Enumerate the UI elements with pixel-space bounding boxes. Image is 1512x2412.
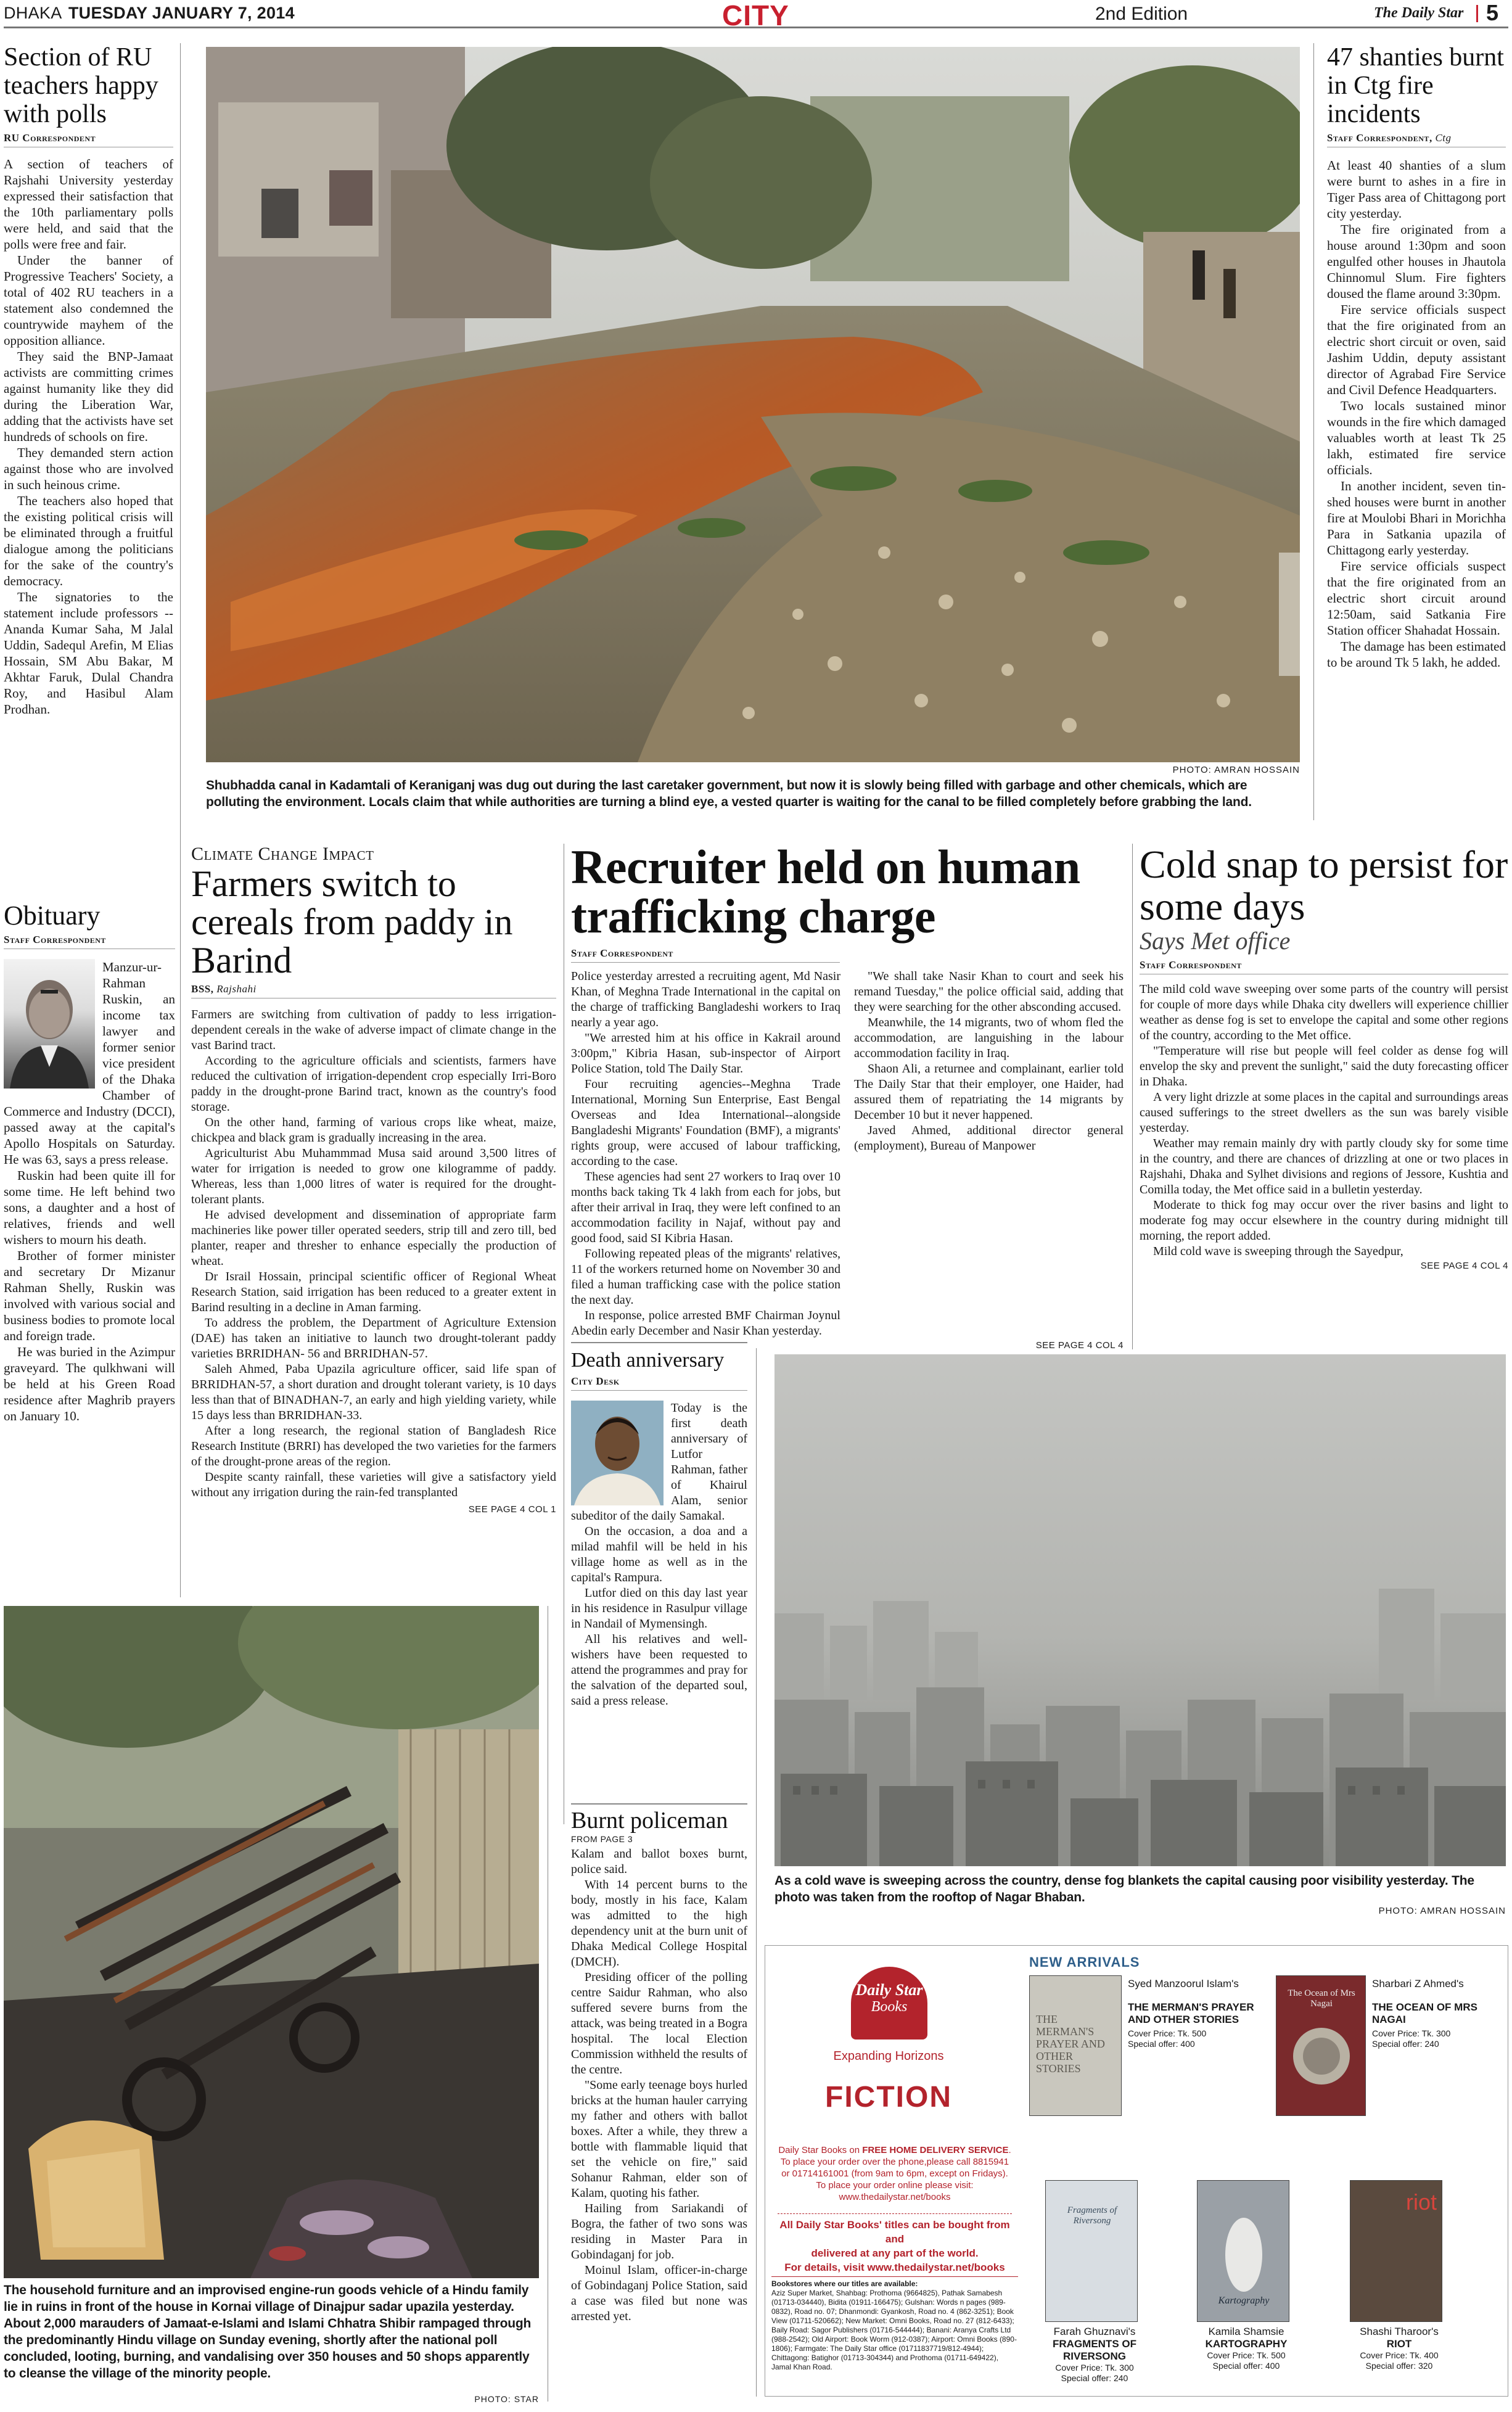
paragraph: On the other hand, farming of various crops like wheat, maize, chickpea and black gram is gradually increasing in the area. (191, 1116, 556, 1145)
farmers-body (191, 1007, 556, 1500)
portrait-illustration (4, 959, 95, 1089)
obituary (4, 900, 175, 1424)
fog-photo-caption: As a cold wave is sweeping across the country, dense fog blankets the capital causing poor visibility yesterday. The photo was taken from the rooftop of Nagar Bhaban. (774, 1874, 1474, 1904)
ruins-photo-credit: PHOTO: STAR (474, 2394, 539, 2404)
paragraph: Javed Ahmed, additional director general (employment), Bureau of Manpower (854, 1124, 1124, 1153)
cold-byline: Staff Correspondent (1140, 959, 1508, 974)
fire-byline-name: Staff Correspondent (1327, 132, 1429, 144)
farmers-story (191, 844, 556, 1515)
paragraph: They demanded stern action against those who are involved in such heinous crime. (4, 445, 173, 492)
ad-tagline: Expanding Horizons (833, 2049, 944, 2063)
new-arrivals-panel (1027, 1949, 1505, 2393)
ru-body (4, 156, 173, 717)
ruins-photo (4, 1606, 539, 2278)
farmers-headline: Farmers switch to cereals from paddy in Barind (191, 863, 513, 981)
paragraph: According to the agriculture officials and scientists, farmers have reduced the cultivation of irrigation-dependent crop especially Irri-Boro paddy in the drought-prone Barind tract, known as the country's food storage. (191, 1054, 556, 1114)
obituary-body (4, 959, 175, 1424)
book-cover[interactable] (1276, 1975, 1366, 2116)
book-info (1372, 1978, 1502, 2049)
ad-delivery-text[interactable]: . To place your order over the phone,please call 8815941 or 01714161001 (from 9am to 6pm, except on Fridays). To place your order online please visit: www.thedailystar.net/books (780, 2145, 1011, 2202)
book-price: Cover Price: Tk. 400 (1360, 2350, 1439, 2360)
paragraph: Saleh Ahmed, Paba Upazila agriculture officer, said life span of BRRIDHAN-57, a short duration and drought tolerant variety, is 10 days less than that of BINADHAN-7, an early and high yielding variety, while 15 days less than BRRIDHAN-33. (191, 1362, 556, 1422)
paragraph: Hailing from Sariakandi of Bogra, the father of two sons was residing in Master Para in Gobindaganj for job. (571, 2202, 747, 2262)
ad-brand-line2: Books (871, 1999, 908, 2015)
ad-delivery-prefix: Daily Star Books on (778, 2145, 863, 2155)
paragraph: Kalam and ballot boxes burnt, police said. (571, 1847, 747, 1876)
paragraph: Presiding officer of the polling centre Saidur Rahman, who also suffered severe burns from the attack, was being treated in a Bogra hospital. The local Election Commission withheld the results of the centre. (571, 1970, 747, 2077)
canal-photo-caption: Shubhadda canal in Kadamtali of Keraniganj was dug out during the last caretaker government, but now it is slowly being filled with garbage and other chemicals, which are polluting the environment. Locals claim that while authorities are turning a blind eye, a vested quarter is waiting for the canal to be filled completely before grabbing the land. (206, 778, 1252, 809)
dateline-place: DHAKA (4, 4, 62, 22)
burnt-policeman-headline: Burnt policeman (571, 1808, 728, 1834)
paragraph: "Temperature will rise but people will feel colder as dense fog will envelop the sky and prevent the sunlight," said the duty forecasting officer in Dhaka. (1140, 1044, 1508, 1089)
farmers-byline-name: BSS (191, 983, 211, 995)
book-offer: Special offer: 240 (1061, 2373, 1128, 2383)
book-price: Cover Price: Tk. 300 (1055, 2363, 1134, 2373)
ad-outlets-title: Bookstores where our titles are available: (771, 2279, 918, 2288)
paragraph: Police yesterday arrested a recruiting agent, Md Nasir Khan, of Meghna Trade International in the capital on the charge of trafficking Bangladeshi workers to Iraq nearly a year ago. (571, 969, 840, 1029)
paragraph: Dr Israil Hossain, principal scientific officer of Regional Wheat Research Station, said irrigation has been reduced to a greater extent in Barind resulting in a decline in Aman farming. (191, 1270, 556, 1314)
column-rule (1313, 43, 1314, 820)
ad-genre: FICTION (825, 2081, 952, 2114)
paragraph: "We shall take Nasir Khan to court and seek his remand Tuesday," the police official said, adding that they were searching for the other absconding accused. (854, 969, 1124, 1014)
burnt-policeman (571, 1807, 747, 2324)
paragraph: On the occasion, a doa and a milad mahfil will be held in his village home as well as in the capital's Rampura. (571, 1525, 747, 1584)
paragraph: With 14 percent burns to the body, mostly in his face, Kalam was admitted to the high dependency unit at the burn unit of Dhaka Medical College Hospital (DMCH). (571, 1878, 747, 1969)
obituary-headline: Obituary (4, 900, 101, 931)
paragraph: Two locals sustained minor wounds in the fire which damaged valuables worth at least Tk 25 lakh, estimated fire service officials. (1327, 398, 1506, 477)
farmers-byline: BSS, Rajshahi (191, 983, 556, 998)
book-cover-title: Kartography (1218, 2295, 1270, 2306)
ru-headline: Section of RU teachers happy with polls (4, 43, 158, 128)
book-cover-title: THE MERMAN'S PRAYER AND OTHER STORIES (1036, 2013, 1105, 2075)
death-anniversary-byline: City Desk (571, 1375, 747, 1391)
recruiter-body (571, 969, 1124, 1339)
book-offer: Special offer: 320 (1365, 2361, 1433, 2371)
paragraph: The signatories to the statement include professors -- Ananda Kumar Saha, M Jalal Uddin, Sadequl Arefin, M Elias Hossain, SM Abu Bakar, M Akhtar Faruk, Dulal Chandra Roy, and Hasibul Alam Prodhan. (4, 590, 173, 717)
book-cover[interactable] (1045, 2180, 1138, 2322)
book-cover-title: Fragments of Riversong (1067, 2205, 1117, 2226)
cold-jump[interactable]: SEE PAGE 4 COL 4 (1420, 1261, 1508, 1271)
page-number: 5 (1486, 0, 1499, 25)
death-anniversary (571, 1348, 747, 1709)
recruiter-headline: Recruiter held on human trafficking charge (571, 840, 1080, 943)
book-title[interactable]: RIOT (1386, 2338, 1412, 2350)
ruins-photo-illustration (4, 1606, 539, 2278)
paragraph: Agriculturist Abu Muhammmad Musa said around 3,500 litres of water for irrigation is needed to grow one kilogramme of paddy. Whereas, less than 1,000 litres of water is required for the drought-tolerant plants. (191, 1146, 556, 1206)
new-arrivals-label: NEW ARRIVALS (1029, 1954, 1140, 1970)
book-cover[interactable] (1350, 2180, 1442, 2322)
book-title[interactable]: FRAGMENTS OF RIVERSONG (1053, 2338, 1136, 2362)
column-rule (756, 1348, 757, 2397)
book-title[interactable]: THE OCEAN OF MRS NAGAI (1372, 2001, 1477, 2025)
page-header (4, 0, 1508, 31)
fire-headline: 47 shanties burnt in Ctg fire incidents (1327, 43, 1504, 128)
paragraph: Weather may remain mainly dry with partly cloudy sky for some time in the country, and there are chances of drizzling at one or two places in Rajshahi, Dhaka and Sylhet divisions and regions of Jessore, Kushtia and Comilla today, the Met office said in a bulletin yesterday. (1140, 1137, 1508, 1196)
section-rule (571, 1342, 747, 1343)
book-price: Cover Price: Tk. 500 (1207, 2350, 1286, 2360)
canal-photo (206, 47, 1300, 762)
ru-byline: RU Correspondent (4, 132, 173, 147)
paragraph: "We arrested him at his office in Kakrail around 3:00pm," Kibria Hasan, sub-inspector of Airport Police Station, told The Daily Star. (571, 1031, 840, 1076)
ad-delivery (778, 2144, 1012, 2203)
cold-story (1140, 844, 1508, 1271)
obituary-byline: Staff Correspondent (4, 934, 175, 949)
paragraph: Four recruiting agencies--Meghna Trade International, Morning Sun Enterprise, East Bengal Overseas and Idea International--alongside Bangladeshi Migrants' Foundation (BMF), a migrants' rights group, were accused of labour trafficking, according to the case. (571, 1077, 840, 1168)
burnt-policeman-body (571, 1846, 747, 2324)
paragraph: After a long research, the regional station of Bangladesh Rice Research Institute (BRRI) has developed the two varieties for the farmers of the drought-prone areas of the region. (191, 1424, 556, 1468)
book-price: Cover Price: Tk. 500 (1128, 2028, 1207, 2038)
canal-photo-credit: PHOTO: AMRAN HOSSAIN (1172, 765, 1300, 775)
paragraph: The damage has been estimated to be around Tk 5 lakh, he added. (1327, 639, 1506, 670)
paragraph: To address the problem, the Department of Agriculture Extension (DAE) has taken an initiative to launch two drought-tolerant paddy varieties BRRIDHAN- 56 and BRRIDHAN-57. (191, 1316, 556, 1360)
paragraph: Mild cold wave is sweeping through the Sayedpur, (1153, 1245, 1403, 1258)
farmers-kicker: Climate Change Impact (191, 844, 374, 864)
farmers-jump[interactable]: SEE PAGE 4 COL 1 (468, 1504, 556, 1515)
recruiter-byline: Staff Correspondent (571, 947, 840, 963)
paragraph: He advised development and dissemination of appropriate farm machineries like power tiller operated seeders, strip till and zero till, bed planter, reaper and thresher to enhance especially the production of wheat. (191, 1208, 556, 1268)
book-title[interactable]: KARTOGRAPHY (1205, 2338, 1288, 2350)
ad-availability-link[interactable]: For details, visit www.thedailystar.net/books (784, 2262, 1005, 2273)
fog-photo (774, 1354, 1506, 1866)
column-rule (1132, 844, 1133, 1349)
paragraph: At least 40 shanties of a slum were burnt to ashes in a fire in Tiger Pass area of Chittagong port city yesterday. (1327, 158, 1506, 221)
death-anniversary-body (571, 1401, 747, 1709)
book-cover-title: riot (1405, 2189, 1437, 2215)
canal-photo-illustration (206, 47, 1300, 762)
paragraph: Ruskin had been quite ill for some time. He left behind two sons, a daughter and a host of relatives, friends and well wishers to mourn his death. (4, 1168, 175, 1247)
ad-availability-line: delivered at any part of the world. (811, 2247, 979, 2259)
death-anniversary-lead: Today is the first death anniversary of Lutfor Rahman, father of Khairul Alam, senior subeditor of the daily Samakal. (571, 1401, 747, 1523)
column-rule (180, 43, 181, 1597)
edition-label: 2nd Edition (1095, 4, 1188, 24)
book-info (1033, 2326, 1156, 2384)
book-cover[interactable] (1029, 1975, 1122, 2116)
paragraph: In another incident, seven tin-shed houses were burnt in another fire at Moulobi Bhari in Morichha Para in Satkania upazila of Chittagong early yesterday. (1327, 479, 1506, 558)
paragraph: He was buried in the Azimpur graveyard. The qulkhwani will be held at his Green Road residence after Maghrib prayers on January 10. (4, 1344, 175, 1423)
book-author: Syed Manzoorul Islam's (1128, 1978, 1239, 1990)
masthead-logo: The Daily Star (1374, 5, 1464, 21)
paragraph: These agencies had sent 27 workers to Iraq over 10 months back taking Tk 4 lakh from each for jobs, but after their arrival in Iraq, they were left confined to an accommodation facility in Najaf, without pay and good food, said SI Kibria Hasan. (571, 1170, 840, 1245)
obituary-portrait (4, 959, 95, 1089)
book-author: Farah Ghuznavi's (1053, 2326, 1136, 2337)
recruiter-jump[interactable]: SEE PAGE 4 COL 4 (1035, 1340, 1124, 1351)
dateline (4, 4, 295, 23)
paragraph: Meanwhile, the 14 migrants, two of whom fled the accommodation, are languishing in the labour accommodation facility in Iraq. (854, 1016, 1124, 1060)
book-author: Kamila Shamsie (1208, 2326, 1284, 2337)
cold-subhead: Says Met office (1140, 927, 1291, 955)
book-cover[interactable] (1197, 2180, 1289, 2322)
paragraph: A very light drizzle at some places in the capital and surroundings areas caused sufferings to the street dwellers as the sun was barely visible yesterday. (1140, 1090, 1508, 1135)
paragraph: Brother of former minister and secretary Dr Mizanur Rahman Shelly, Ruskin was involved with various social and business bodies to promote local and foreign trade. (4, 1248, 175, 1343)
paragraph: In response, police arrested BMF Chairman Joynul Abedin early December and Nasir Khan yesterday. (571, 1309, 840, 1338)
fog-photo-credit: PHOTO: AMRAN HOSSAIN (1378, 1906, 1506, 1916)
ruins-photo-caption: The household furniture and an improvised engine-run goods vehicle of a Hindu family lie in ruins in front of the house in Kornai village of Dinajpur sadar upazila yesterday. About 2,000 marauders of Jamaat-e-Islami and Islami Chhatra Shibir rampaged through the predominantly Hindu village on Sunday evening, shortly after the national poll concluded, looting, burning, and vandalising over 350 houses and 50 shops apparently to cleanse the village of the minority people. (4, 2283, 532, 2381)
fire-body (1327, 157, 1506, 670)
book-offer: Special offer: 400 (1212, 2361, 1280, 2371)
paragraph: Shaon Ali, a returnee and complainant, earlier told The Daily Star that their employer, one Haider, had assured them of repatriating the 14 migrants by December 10 but it never happened. (854, 1062, 1124, 1122)
book-cover-bg (1046, 2181, 1137, 2321)
book-info (1128, 1978, 1270, 2049)
ad-outlets (771, 2276, 1018, 2372)
ru-story (4, 43, 173, 717)
page-divider (1476, 5, 1478, 22)
paragraph: Farmers are switching from cultivation of paddy to less irrigation-dependent cereals in the wake of adverse impact of climate change in the vast Barind tract. (191, 1008, 556, 1052)
ad-availability (778, 2213, 1012, 2274)
burnt-policeman-from: FROM PAGE 3 (571, 1834, 633, 1844)
fire-story (1327, 43, 1506, 670)
paragraph: Under the banner of Progressive Teachers' Society, a total of 402 RU teachers in a statement also condemned the countrywide mayhem of the opposition alliance. (4, 253, 173, 348)
section-label: CITY (722, 0, 789, 31)
paragraph: Fire service officials suspect that the fire originated from an electric short circuit or oven, said Jashim Uddin, deputy assistant director of Agrabad Fire Service and Civil Defence Headquarters. (1327, 302, 1506, 397)
paragraph: Moderate to thick fog may occur over the river basins and light to moderate fog may occur elsewhere in the country during midnight till morning, the report added. (1140, 1198, 1508, 1243)
farmers-byline-place: Rajshahi (216, 983, 257, 995)
fog-photo-illustration (774, 1354, 1506, 1866)
ad-delivery-highlight: FREE HOME DELIVERY SERVICE (862, 2145, 1009, 2155)
book-info (1337, 2326, 1461, 2371)
paragraph: Fire service officials suspect that the fire originated from an electric short circuit around 12:50am, said Satkania Fire Station officer Shahadat Hossain. (1327, 559, 1506, 638)
paragraph: The teachers also hoped that the existing political crisis will be eliminated through a fruitful dialogue among the politicians for the sake of the country's democracy. (4, 493, 173, 588)
fire-byline-place: Ctg (1435, 132, 1452, 144)
book-author: Shashi Tharoor's (1360, 2326, 1439, 2337)
paragraph: "Some early teenage boys hurled bricks at the human hauler carrying my father and others with ballot boxes. After a while, they threw a bottle with flammable liquid that set the vehicle on fire," said Sohanur Rahman, elder son of Kalam, quoting his father. (571, 2078, 747, 2200)
books-ad (765, 1945, 1508, 2397)
paragraph: A section of teachers of Rajshahi University yesterday expressed their satisfaction that the 10th parliamentary polls were held, and said that the polls were free and fair. (4, 157, 173, 252)
death-anniversary-headline: Death anniversary (571, 1349, 725, 1372)
obituary-lead: Manzur-ur-Rahman Ruskin, an income tax lawyer and former senior vice president of the Dhaka Chamber of Commerce and Industry (DCCI), passed away at the capital's Apollo Hospitals on Saturday. He was 63, says a press release. (4, 960, 175, 1167)
recruiter-story (571, 842, 1124, 1351)
book-offer: Special offer: 400 (1128, 2039, 1195, 2049)
paragraph: Moinul Islam, officer-in-charge of Gobindaganj Police Station, said a case was filed but none was arrested yet. (571, 2263, 747, 2323)
book-offer: Special offer: 240 (1372, 2039, 1439, 2049)
section-rule (571, 1803, 747, 1805)
book-cover-title: The Ocean of Mrs Nagai (1288, 1988, 1355, 2009)
paragraph: Despite scanty rainfall, these varieties will give a satisfactory yield without any irrigation during the rain-fed transplanted (191, 1470, 556, 1499)
cold-headline: Cold snap to persist for some days (1140, 842, 1508, 928)
paragraph: Lutfor died on this day last year in his residence in Rasulpur village in Nandail of Mymensingh. (571, 1586, 747, 1631)
ad-brand-line1: Daily Star (855, 1981, 923, 1999)
paragraph: The mild cold wave sweeping over some parts of the country will persist for couple of more days while Dhaka city dwellers will experience chillier weather as dense fog is set to envelope the capital and some other regions of the country, according to the Met office. (1140, 982, 1508, 1042)
fire-byline: Staff Correspondent, Ctg (1327, 132, 1506, 147)
paragraph: Following repeated pleas of the migrants' relatives, 11 of the workers returned home on November 30 and filed a human trafficking case with the police station the next day. (571, 1247, 840, 1307)
paragraph: The fire originated from a house around 1:30pm and soon engulfed other houses in Jhautola Chinnomul Slum. Fire fighters doused the flame around 3:30pm. (1327, 222, 1506, 301)
book-title[interactable]: THE MERMAN'S PRAYER AND OTHER STORIES (1128, 2001, 1254, 2025)
paragraph: They said the BNP-Jamaat activists are committing crimes against humanity like they did during the Liberation War, adding that the activists have set hundreds of schools on fire. (4, 349, 173, 444)
anniversary-portrait (571, 1401, 664, 1505)
paragraph: All his relatives and well-wishers have been requested to attend the programmes and pray for the salvation of the departed soul, said a press release. (571, 1632, 748, 1708)
ad-brand-badge (851, 1967, 927, 2039)
anniversary-portrait-illustration (571, 1401, 664, 1505)
book-author: Sharbari Z Ahmed's (1372, 1978, 1464, 1990)
ad-availability-line: All Daily Star Books' titles can be bought from and (779, 2219, 1010, 2245)
cold-body (1140, 982, 1508, 1259)
book-price: Cover Price: Tk. 300 (1372, 2028, 1451, 2038)
book-info (1185, 2326, 1308, 2371)
ad-left-panel (765, 1946, 1067, 2397)
dateline-date: TUESDAY JANUARY 7, 2014 (68, 4, 295, 22)
ad-outlets-list: Aziz Super Market, Shahbag: Prothoma (9664825), Pathak Samabesh (01713-034440), Bidita (01911-166475); Gulshan: Words n pages (989-0832), Road no. 07; Dhanmondi: Gyankosh, Road no. 4 (862-3251); Book View (01711-520662); New Market: Omni Books, Road no. 27 (812-6433); Baily Road: Sagor Publishers (01716-544444); Banani: Aranya Crafts Ltd (988-2542); Old Airport: Book Worm (912-0387); Airport: Omni Books (890-1806); Farmgate: The Daily Star office (01711837719/812-4944); Chittagong: Batighor (01713-304344) and Prothoma (01711-649422), Jamal Khan Road. (771, 2289, 1017, 2371)
